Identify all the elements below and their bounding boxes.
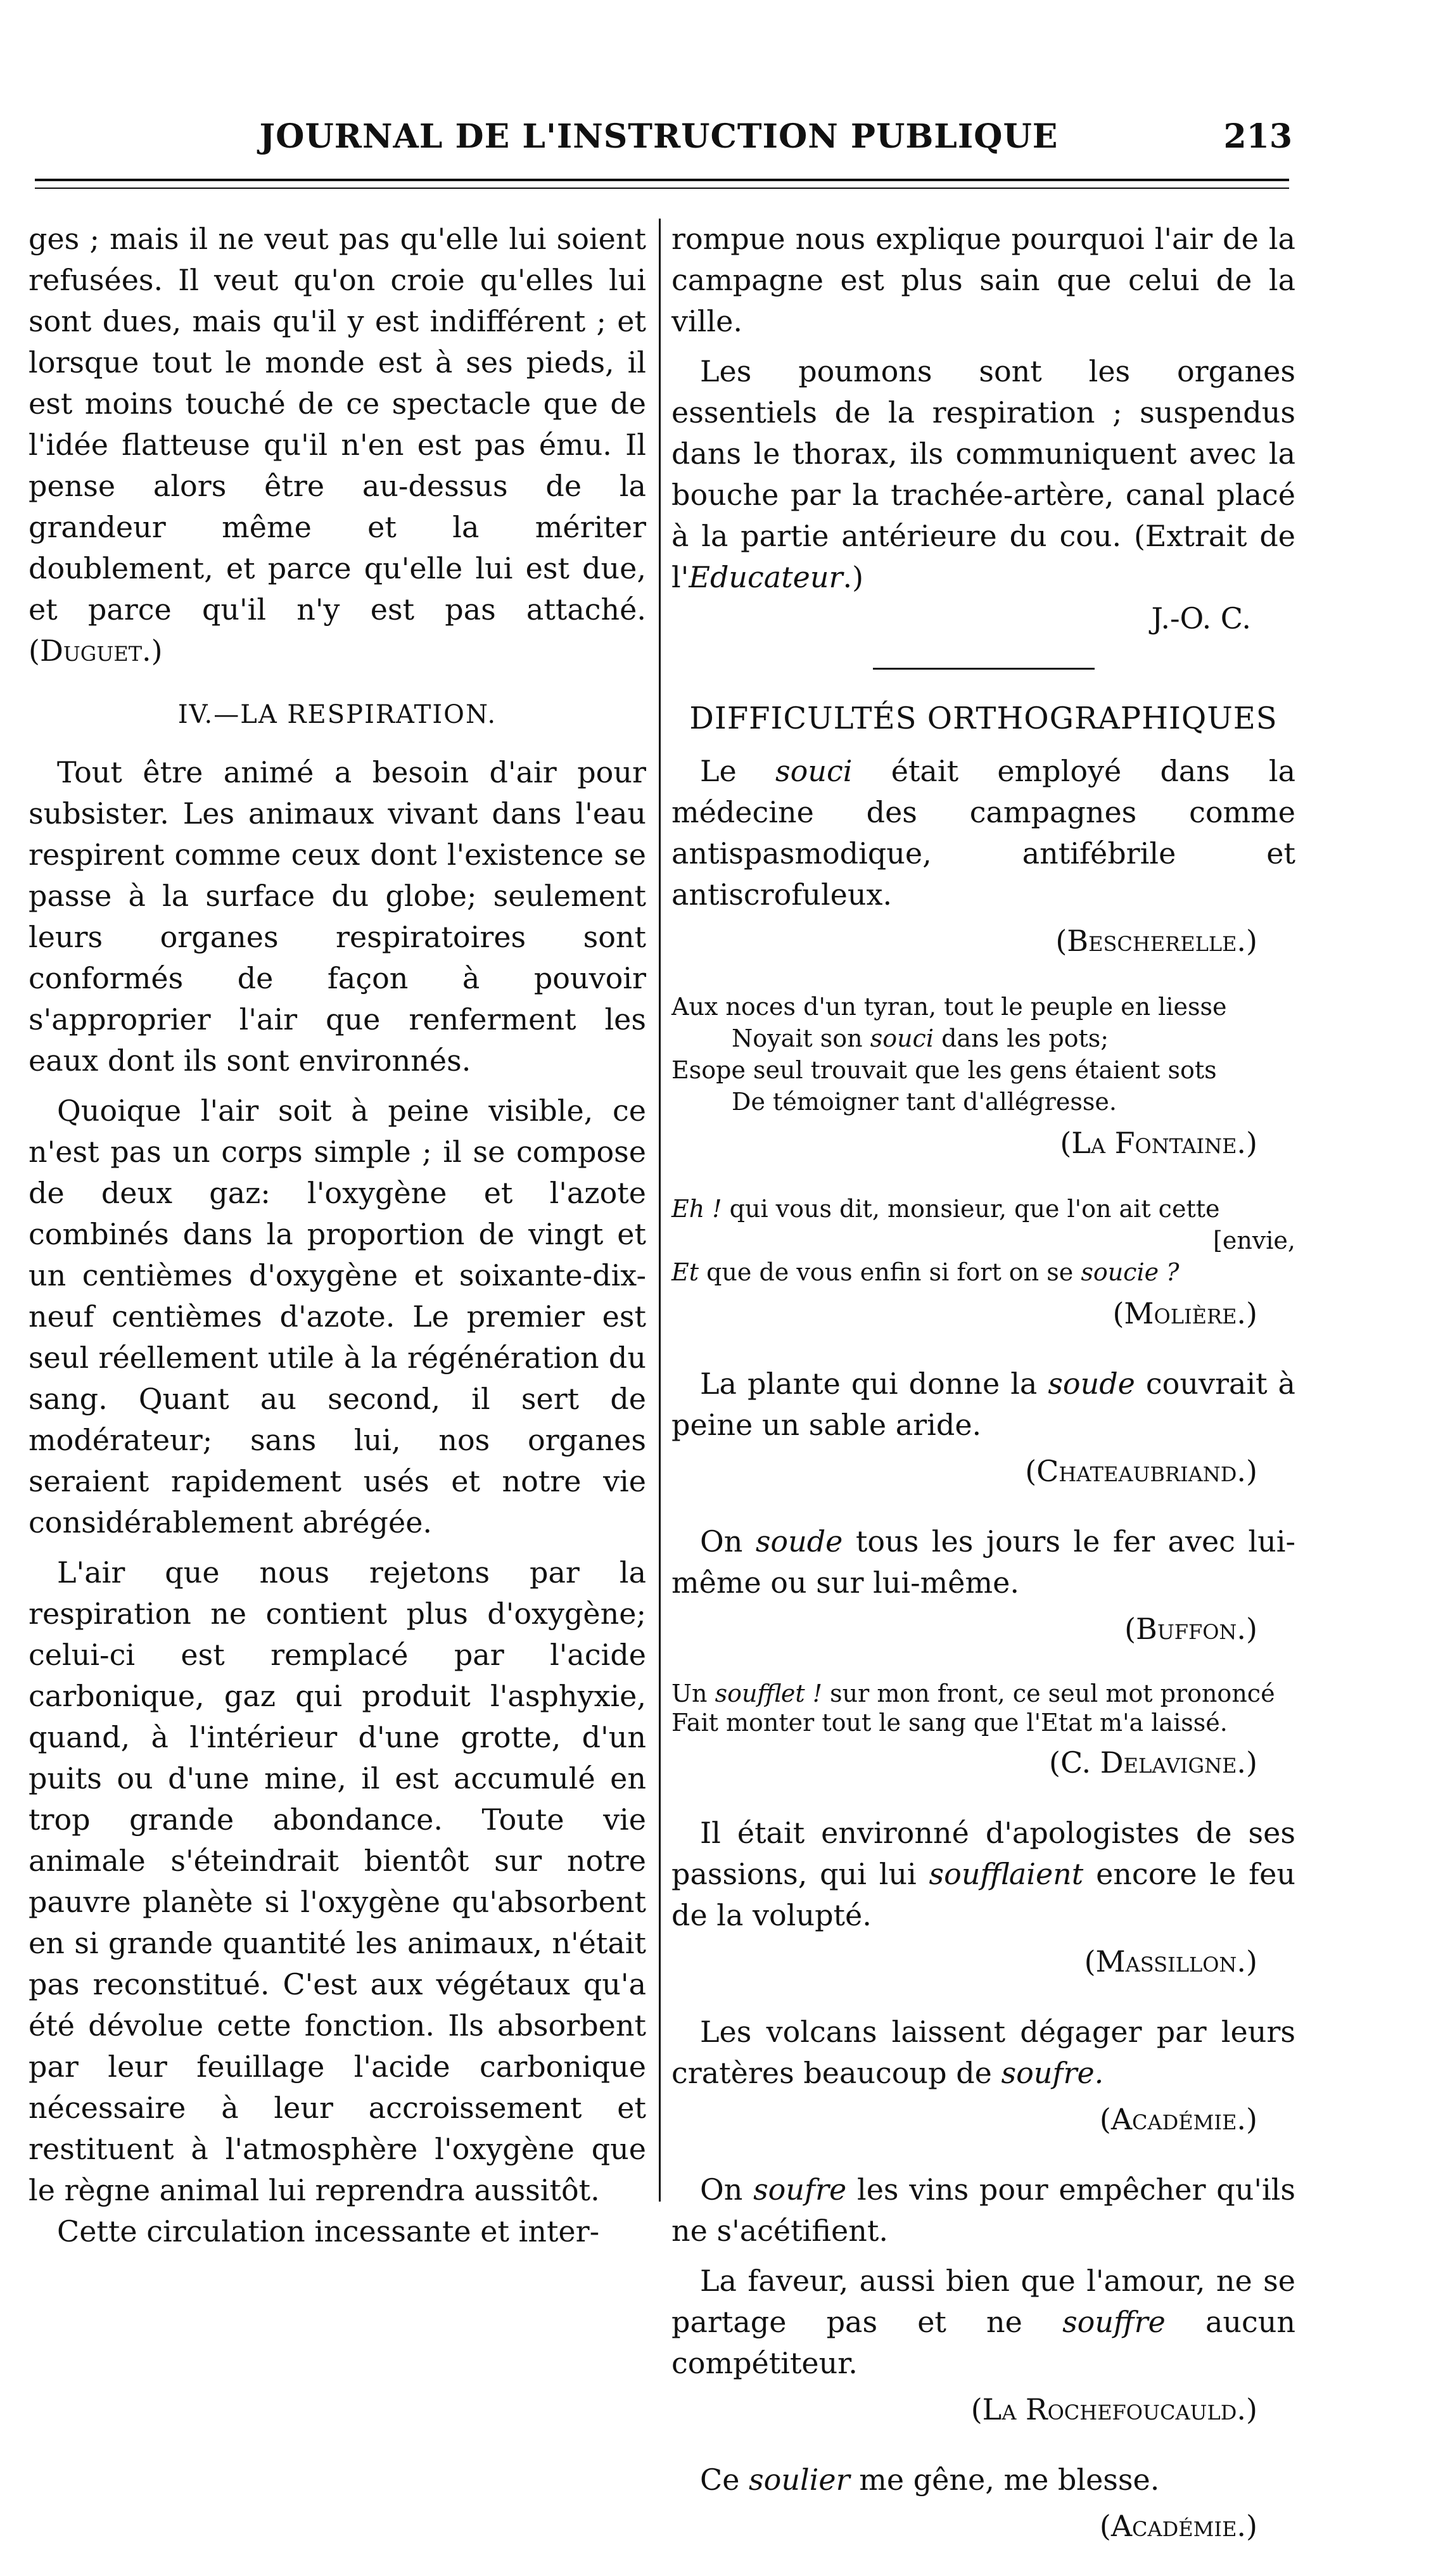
example-souffrir: La faveur, aussi bien que l'amour, ne se partage pas et ne souffre aucun compétiteur. (671, 2264, 1296, 2380)
attribution-buffon: (Buffon.) (1124, 1612, 1257, 1646)
page-header (25, 105, 1292, 174)
left-column (29, 219, 646, 2252)
paragraph-respiration-4: Cette circulation incessante et inter- (57, 2214, 600, 2248)
paragraph-respiration-3: L'air que nous rejetons par la respiration ne contient plus d'oxygène; celui-ci est remplacé par l'acide carbonique, gaz qui produit l'asphyxie, quand, à l'intérieur d'une grotte, d'un puits ou d'une mine, il est accumulé en trop grande abondance. Toute vie animale s'éteindrait bientôt sur notre pauvre planète si l'oxygène qu'absorbent en si grande quantité les animaux, n'était pas reconstitué. C'est aux végétaux qu'a été dévolue cette fonction. Ils absorbent par leur feuillage l'acide carbonique nécessaire à leur accroissement et restituent à l'atmosphère l'oxygène que le règne animal lui reprendra aussitôt. (29, 1555, 646, 2207)
signature: J.-O. C. (1151, 601, 1251, 635)
attribution-la-rochefoucauld: (La Rochefoucauld.) (970, 2392, 1257, 2426)
paragraph-respiration-1: Tout être animé a besoin d'air pour subsister. Les animaux vivant dans l'eau respirent comme ceux dont l'existence se passe à la surface du globe; seulement leurs organes respiratoires sont conformés de façon à pouvoir s'approprier l'air que renferment les eaux dont ils sont environnés. (29, 755, 646, 1078)
section-title-respiration: IV.—LA RESPIRATION. (177, 700, 497, 729)
section-title-difficultes: DIFFICULTÉS ORTHOGRAPHIQUES (689, 701, 1278, 736)
running-title: JOURNAL DE L'INSTRUCTION PUBLIQUE (259, 117, 1059, 156)
example-soude-2: On soude tous les jours le fer avec lui-même ou sur lui-même. (671, 1524, 1295, 1600)
quote-moliere: Eh ! qui vous dit, monsieur, que l'on ait cette [envie, Et que de vous enfin si fort on se soucie ? (671, 1195, 1295, 1286)
example-soude-1: La plante qui donne la soude couvrait à peine un sable aride. (671, 1367, 1295, 1442)
example-soulier: Ce soulier me gêne, me blesse. (700, 2463, 1160, 2497)
section-divider (873, 668, 1095, 670)
attribution-academie-1: (Académie.) (1099, 2102, 1257, 2136)
attribution-academie-2: (Académie.) (1099, 2509, 1257, 2543)
attribution-delavigne: (C. Delavigne.) (1049, 1745, 1257, 1780)
quote-delavigne: Un soufflet ! sur mon front, ce seul mot prononcé Fait monter tout le sang que l'Etat m'a laissé. (671, 1680, 1275, 1737)
paragraph-respiration-cont: rompue nous explique pourquoi l'air de la campagne est plus sain que celui de la ville. (671, 222, 1295, 338)
page-number: 213 (1223, 117, 1292, 156)
source-title: Educateur (689, 560, 843, 594)
header-rule-thick (35, 179, 1289, 181)
column-separator (659, 219, 661, 2202)
right-column (671, 219, 1295, 2576)
attribution-massillon: (Massillon.) (1084, 1944, 1257, 1979)
attribution-bescherelle: (Bescherelle.) (1055, 924, 1257, 958)
author-duguet: Duguet (39, 634, 143, 668)
header-rule-thin (35, 188, 1289, 189)
example-souffler: Il était environné d'apologistes de ses passions, qui lui soufflaient encore le feu de la volupté. (671, 1816, 1295, 1932)
paragraph-continuation: ges ; mais il ne veut pas qu'elle lui soient refusées. Il veut qu'on croie qu'elles lui sont dues, mais qu'il y est indifférent ; et lorsque tout le monde est à ses pieds, il est moins touché de ce spectacle que de l'idée flatteuse qu'il n'en est pas ému. Il pense alors être au-dessus de la grandeur même et la mériter doublement, et parce qu'elle lui est due, et parce qu'il n'y est pas attaché. (Duguet.) (29, 222, 646, 668)
example-soufre-1: Les volcans laissent dégager par leurs cratères beaucoup de soufre. (671, 2015, 1295, 2090)
quote-la-fontaine: Aux noces d'un tyran, tout le peuple en liesse Noyait son souci dans les pots; Esope seul trouvait que les gens étaient sots De témoigner tant d'allégresse. (671, 993, 1227, 1116)
paragraph-respiration-2: Quoique l'air soit à peine visible, ce n'est pas un corps simple ; il se compose de deux gaz: l'oxygène et l'azote combinés dans la proportion de vingt et un centièmes d'oxygène et soixante-dix-neuf centièmes d'azote. Le premier est seul réellement utile à la régénération du sang. Quant au second, il sert de modérateur; sans lui, nos organes seraient rapidement usés et notre vie considérablement abrégée. (29, 1094, 646, 1540)
attribution-moliere: (Molière.) (1112, 1296, 1257, 1330)
attribution-chateaubriand: (Chateaubriand.) (1025, 1454, 1257, 1488)
example-souci: Le souci était employé dans la médecine des campagnes comme antispasmodique, antifébrile et antiscrofuleux. (671, 754, 1295, 912)
paragraph-lungs: Les poumons sont les organes essentiels de la respiration ; suspendus dans le thorax, ils communiquent avec la bouche par la trachée-artère, canal placé à la partie antérieure du cou. (Extrait de l'Educateur.) (671, 354, 1295, 594)
attribution-la-fontaine: (La Fontaine.) (1060, 1126, 1257, 1160)
example-soufre-2: On soufre les vins pour empêcher qu'ils ne s'acétifient. (671, 2172, 1295, 2248)
